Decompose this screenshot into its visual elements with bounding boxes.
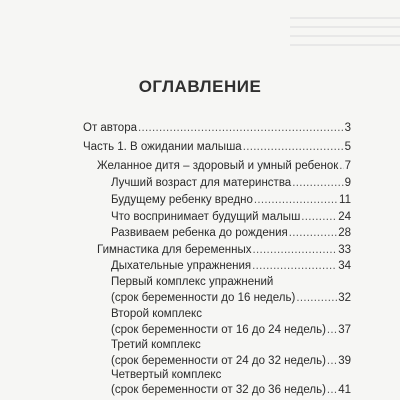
toc-entry-title: Развиваем ребенка до рождения (111, 227, 288, 239)
toc-entry-title: Что воспринимает будущий малыш (111, 211, 301, 223)
toc-entry-title: Гимнастика для беременных (97, 244, 252, 256)
toc-entry-page: 24 (338, 211, 351, 223)
leader-dots (252, 243, 337, 257)
toc-entry (83, 139, 351, 155)
leader-dots (327, 383, 337, 397)
toc-entry (97, 242, 351, 258)
toc-entry (111, 322, 351, 338)
toc-entry (83, 120, 351, 136)
toc-entry-title: Четвертый комплекс (111, 369, 222, 381)
toc-entry-page: 9 (344, 177, 351, 189)
toc-entry (111, 192, 351, 208)
toc-entry (111, 175, 351, 191)
toc-entry-subtitle: (срок беременности от 32 до 36 недель) (111, 384, 326, 396)
leader-dots (296, 291, 337, 305)
toc-entry-title: Второй комплекс (111, 308, 202, 320)
toc-entry-page: 34 (338, 260, 351, 272)
toc-entry (111, 209, 351, 225)
toc-entry (97, 158, 351, 174)
toc-entry-title: Дыхательные упражнения (111, 260, 252, 272)
toc-entry-page: 39 (338, 355, 351, 367)
toc-entry (111, 258, 351, 274)
toc-entry-title: Часть 1. В ожидании малыша (83, 141, 242, 153)
toc-entry-subtitle: (срок беременности до 16 недель) (111, 292, 296, 304)
toc-entry-page: 41 (338, 384, 351, 396)
toc-entry-title: От автора (83, 122, 137, 134)
leader-dots (289, 226, 337, 240)
toc-entry-page: 3 (344, 122, 351, 134)
toc-entry-page: 37 (338, 324, 351, 336)
toc-entry-subtitle: (срок беременности от 24 до 32 недель) (111, 355, 326, 367)
toc-entry-page: 28 (338, 227, 351, 239)
toc-entry-title: Лучший возраст для материнства (111, 177, 292, 189)
leader-dots (327, 354, 337, 368)
toc-entry-title: Будущему ребенку вредно (111, 194, 253, 206)
toc-entry-page: 7 (344, 160, 351, 172)
toc-entry-subtitle: (срок беременности от 16 до 24 недель) (111, 324, 326, 336)
toc-entry (111, 290, 351, 306)
leader-dots (327, 323, 337, 337)
page-title: ОГЛАВЛЕНИЕ (138, 77, 262, 96)
toc-entry-title: Желанное дитя – здоровый и умный ребенок (97, 160, 339, 172)
toc-entry-page: 33 (338, 244, 351, 256)
leader-dots (254, 193, 338, 207)
leader-dots (138, 121, 344, 135)
toc-entry-page: 11 (339, 194, 351, 206)
toc-entry-title: Третий комплекс (111, 339, 201, 351)
leader-dots (292, 176, 343, 190)
toc-entry-page: 5 (344, 141, 351, 153)
leader-dots (243, 140, 344, 154)
toc-entry-page: 32 (338, 292, 351, 304)
toc-entry (111, 382, 351, 398)
leader-dots (339, 159, 343, 173)
toc-entry (111, 225, 351, 241)
leader-dots (252, 259, 337, 273)
toc-entry-title: Первый комплекс упражнений (111, 276, 274, 288)
leader-dots (301, 210, 337, 224)
